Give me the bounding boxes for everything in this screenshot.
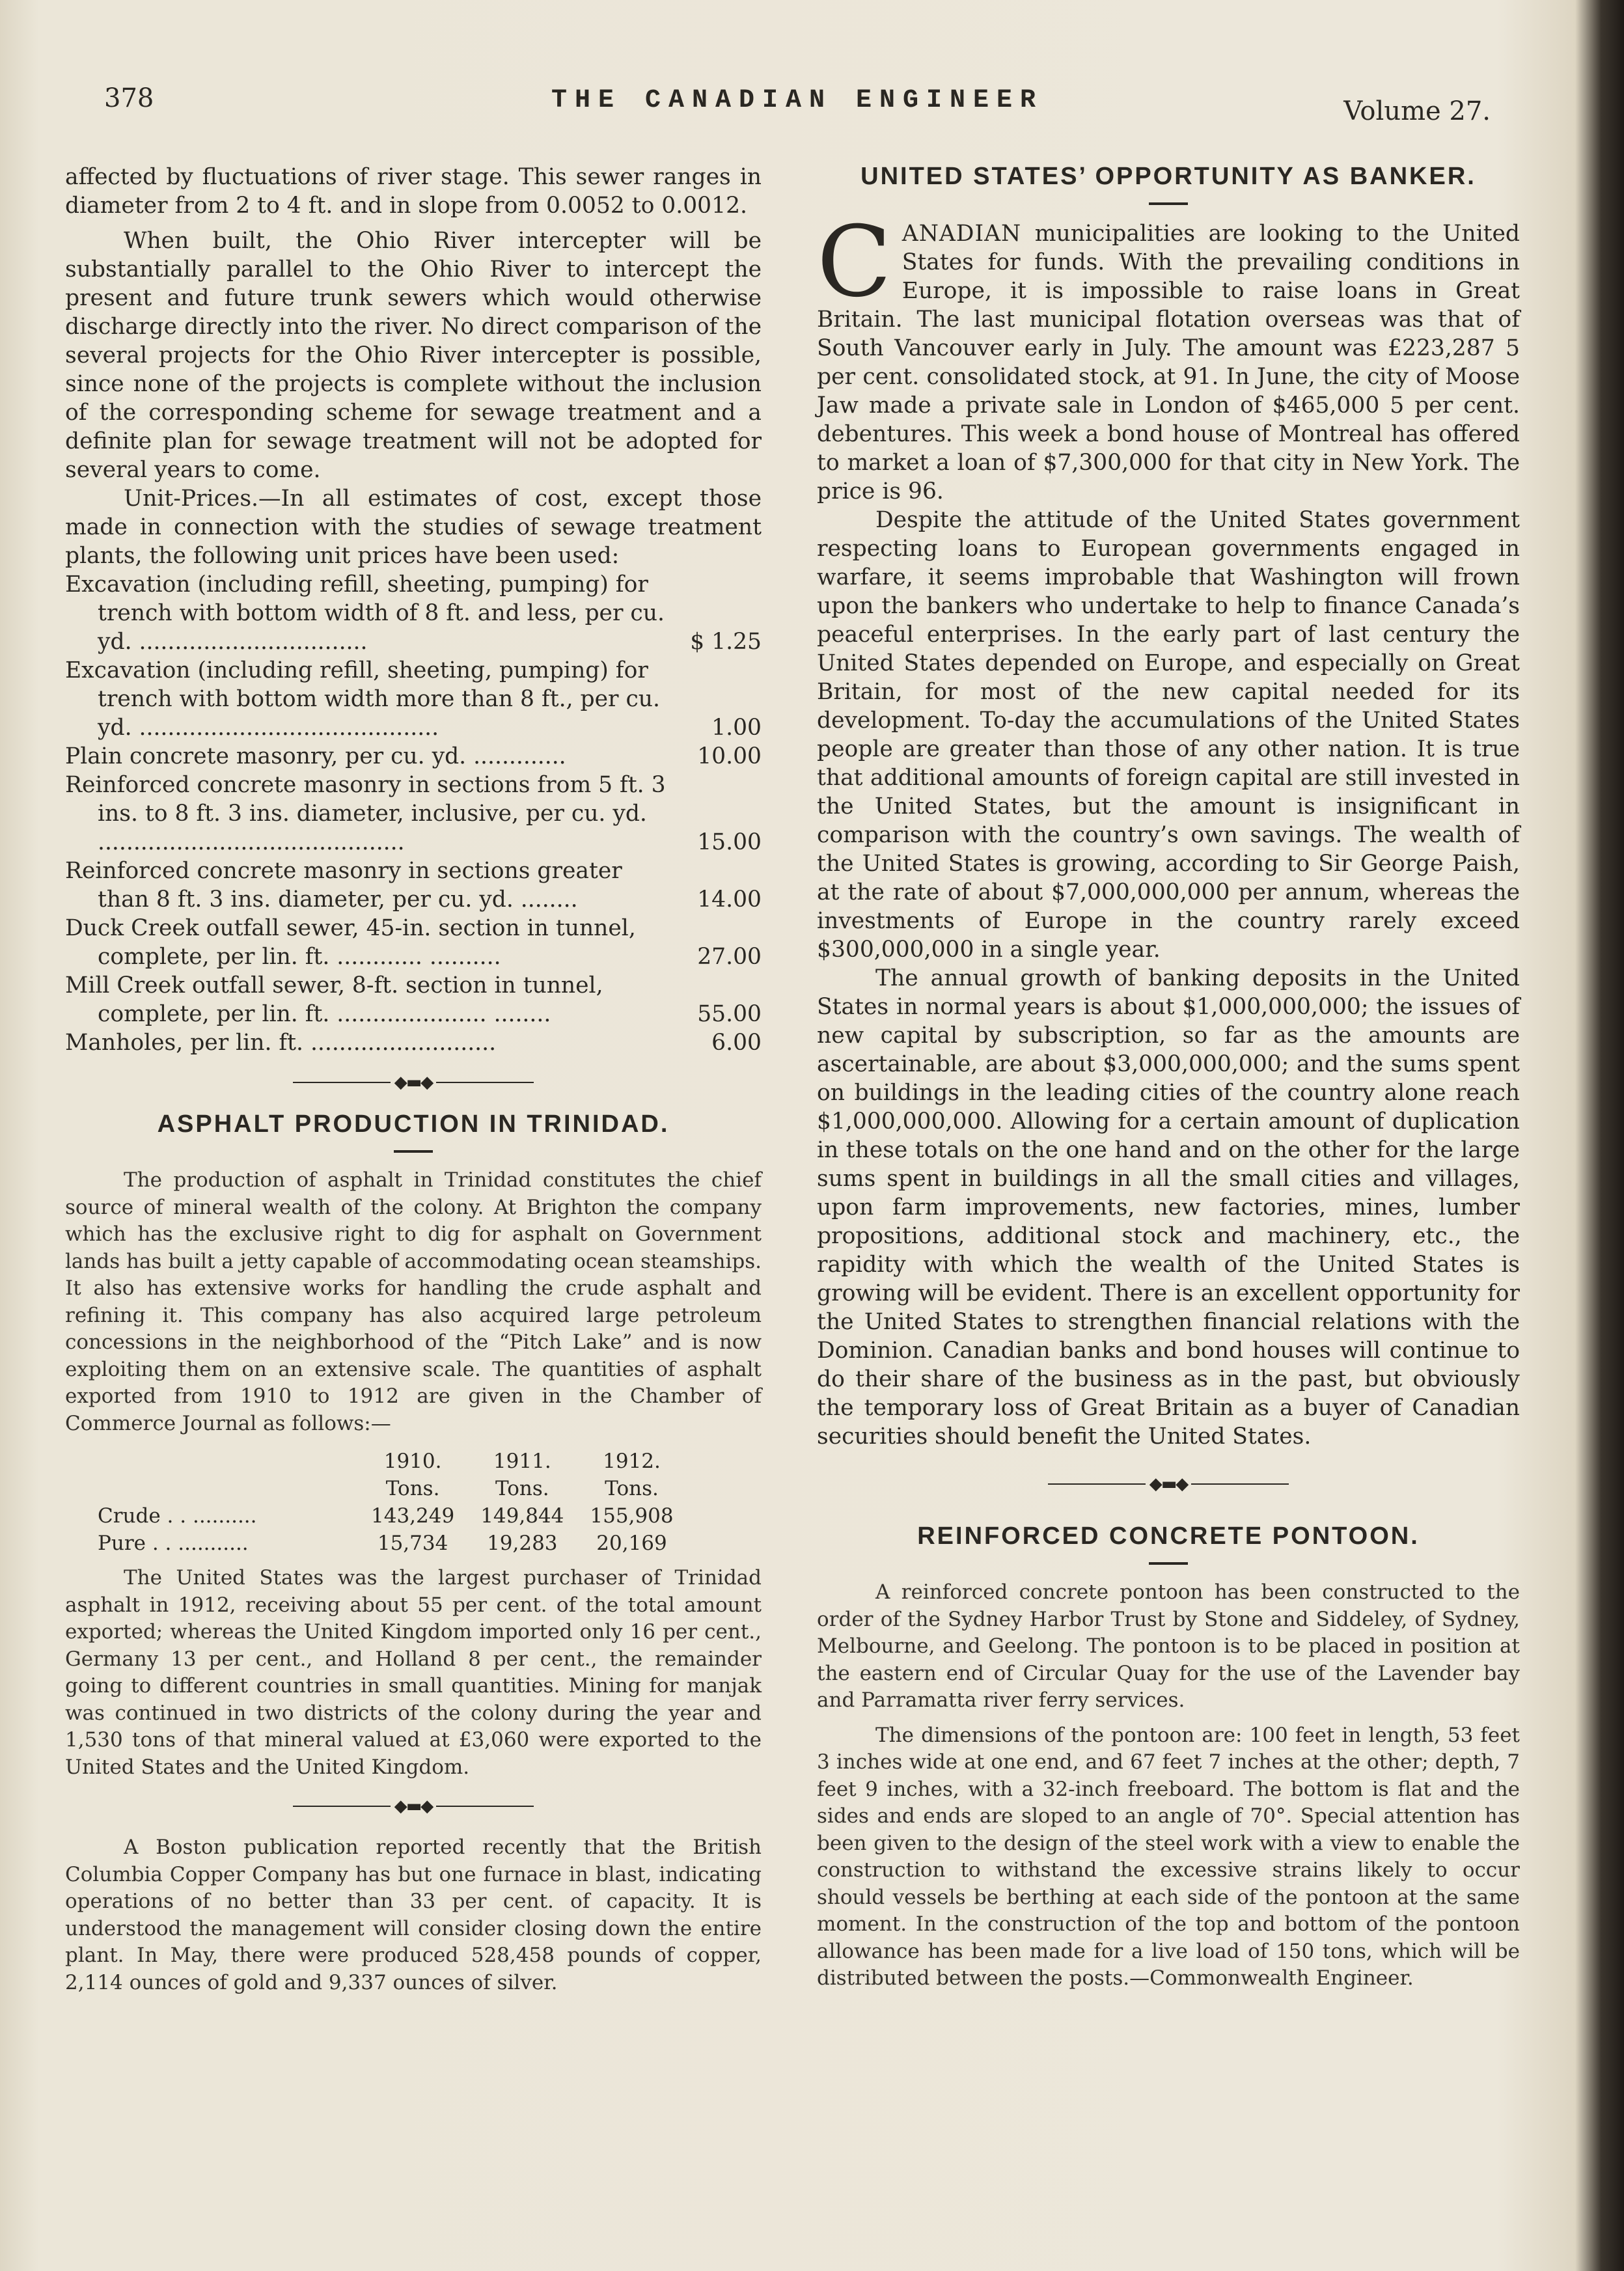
table-cell: 20,169 (596, 1532, 667, 1555)
title-rule (1149, 1562, 1188, 1565)
year-header: 1910. (383, 1450, 442, 1473)
price-row (65, 570, 762, 656)
price-item: Duck Creek outfall sewer, 45-in. section in tunnel, complete, per lin. ft. ............ .......... (65, 915, 636, 970)
unit-header: Tons. (495, 1477, 549, 1500)
banker-paragraph-3: The annual growth of banking deposits in the United States in normal years is about $1,000,000,000; the issues of new capital by subscription, so far as the amounts are ascertainable, are about $3,000,000,000; and the sums spent on buildings in the leading cities of the country alone reach $1,000,000,000. Allowing for a certain amount of duplication in these totals on the one hand and on the other for the large sums spent in buildings in all the small cities and villages, upon farm improvements, new factories, mines, lumber propositions, additional stock and machinery, etc., the rapidity with which the wealth of the United States is growing will be evident. There is an excellent opportunity for the United States to strengthen financial relations with the Dominion. Canadian banks and bond houses will continue to do their share of the business as in the past, but obviously the temporary loss of Great Britain as a buyer of Canadian securities should benefit the United States. (817, 965, 1520, 1450)
table-cell: 19,283 (487, 1532, 558, 1555)
unit-price-list (65, 570, 762, 1057)
banker-paragraph-2: Despite the attitude of the United States government respecting loans to European governments engaged in warfare, it seems improbable that Washington will frown upon the bankers who undertake to help to finance Canada’s peaceful enterprises. In the early part of last century the United States depended on Europe, and especially on Great Britain, for most of the new capital needed for its development. To-day the accumulations of the United States people are greater than those of any other nation. It is true that additional amounts of foreign capital are still invested in the United States, but the amount is insignificant in comparison with the country’s own savings. The wealth of the United States is growing, according to Sir George Paish, at the rate of about $7,000,000,000 per annum, whereas the investments of Europe in the country rarely exceed $300,000,000 in a single year. (817, 507, 1520, 963)
table-unit-row (85, 1475, 687, 1502)
section-divider (817, 1474, 1520, 1494)
unit-prices-paragraph: Unit-Prices.—In all estimates of cost, except those made in connection with the studies of sewage treatment plants, the following unit prices have been used: (65, 486, 762, 569)
asphalt-purchasers-paragraph: The United States was the largest purchaser of Trinidad asphalt in 1912, receiving about 55 per cent. of the total amount exported; whereas the United Kingdom imported only 16 per cent., Germany 13 per cent., and Holland 8 per cent., the remainder going to different countries in small quantities. Mining for manjak was continued in two districts of the colony during the year and 1,530 tons of that mineral valued at £3,060 were exported to the United States and the United Kingdom. (65, 1566, 762, 1779)
price-value: $ 1.25 (690, 629, 762, 655)
year-header: 1912. (603, 1450, 661, 1473)
banker-section-title: UNITED STATES’ OPPORTUNITY AS BANKER. (860, 163, 1476, 190)
divider-ornament-icon: ◆▬◆ (394, 1796, 433, 1816)
price-row (65, 857, 762, 914)
pontoon-paragraph-1: A reinforced concrete pontoon has been constructed to the order of the Sydney Harbor Trust by Stone and Siddeley, of Sydney, Melbourne, and Geelong. The pontoon is to be placed in position at the eastern end of Circular Quay for the use of the Lavender bay and Parramatta river ferry services. (817, 1580, 1520, 1712)
table-cell: 15,734 (377, 1532, 448, 1555)
price-item: Reinforced concrete masonry in sections from 5 ft. 3 ins. to 8 ft. 3 ins. diameter, inclusive, per cu. yd. ........................................... (65, 772, 666, 855)
divider-ornament-icon: ◆▬◆ (1149, 1474, 1188, 1494)
banker-article (817, 206, 1520, 1451)
banker-paragraph-1 (817, 206, 1520, 506)
table-header-row (85, 1448, 687, 1475)
price-item: Manholes, per lin. ft. .......................... (65, 1030, 497, 1056)
price-value: 10.00 (697, 743, 762, 769)
price-item: Excavation (including refill, sheeting, pumping) for trench with bottom width more than 8 ft., per cu. yd. .......................................... (65, 657, 660, 741)
journal-title: THE CANADIAN ENGINEER (551, 86, 1044, 115)
price-row (65, 1028, 762, 1057)
price-value: 15.00 (697, 829, 762, 855)
price-row (65, 771, 762, 857)
row-label: Pure . . ........... (98, 1532, 249, 1555)
unit-header: Tons. (605, 1477, 659, 1500)
banker-paragraph-1-text: municipalities are looking to the United States for funds. With the prevailing conditions in Europe, it is impossible to raise loans in Great Britain. The last municipal flotation overseas was that of South Vancouver early in July. The amount was £223,287 5 per cent. consolidated stock, at 91. In June, the city of Moose Jaw made a private sale in London of $465,000 5 per cent. debentures. This week a bond house of Montreal has offered to market a loan of $7,300,000 for that city in New York. The price is 96. (817, 221, 1520, 504)
section-divider (65, 1073, 762, 1092)
page-number: 378 (104, 83, 154, 113)
asphalt-paragraph: The production of asphalt in Trinidad constitutes the chief source of mineral wealth of the colony. At Brighton the company which has the exclusive right to dig for asphalt on Government lands has built a jetty capable of accommodating ocean steamships. It also has extensive works for handling the crude asphalt and refining it. This company has also acquired large petroleum concessions in the neighborhood of the “Pitch Lake” and is now exploiting them on an extensive scale. The quantities of asphalt exported from 1910 to 1912 are given in the Chamber of Commerce Journal as follows:— (65, 1168, 762, 1435)
asphalt-section-title: ASPHALT PRODUCTION IN TRINIDAD. (157, 1110, 670, 1138)
divider-ornament-icon: ◆▬◆ (394, 1073, 433, 1092)
section-divider (65, 1796, 762, 1816)
table-cell: 143,249 (371, 1504, 455, 1528)
pontoon-section-title: REINFORCED CONCRETE PONTOON. (917, 1522, 1420, 1550)
price-row (65, 971, 762, 1028)
price-row (65, 742, 762, 771)
price-value: 27.00 (697, 944, 762, 970)
price-value: 55.00 (697, 1001, 762, 1027)
price-value: 1.00 (711, 715, 762, 741)
title-rule (1149, 202, 1188, 205)
price-item: Mill Creek outfall sewer, 8-ft. section in tunnel, complete, per lin. ft. ..................... ........ (65, 972, 603, 1027)
table-cell: 155,908 (590, 1504, 674, 1528)
copper-paragraph: A Boston publication reported recently that the British Columbia Copper Company has but one furnace in blast, indicating operations of no better than 33 per cent. of capacity. It is understood the management will consider closing down the entire plant. In May, there were produced 528,458 pounds of copper, 2,114 ounces of gold and 9,337 ounces of silver. (65, 1836, 762, 1994)
right-column (817, 163, 1520, 1992)
price-row (65, 914, 762, 971)
left-column (65, 163, 762, 1996)
price-item: Plain concrete masonry, per cu. yd. ............. (65, 743, 566, 769)
intercepter-paragraph: When built, the Ohio River intercepter will be substantially parallel to the Ohio River to intercept the present and future trunk sewers which would otherwise discharge directly into the river. No direct comparison of the several projects for the Ohio River intercepter is possible, since none of the projects is complete without the inclusion of the corresponding scheme for sewage treatment and a definite plan for sewage treatment will not be adopted for several years to come. (65, 228, 762, 483)
small-caps-word: ANADIAN (901, 221, 1022, 247)
price-item: Excavation (including refill, sheeting, pumping) for trench with bottom width of 8 ft. and less, per cu. yd. ................................ (65, 571, 665, 655)
sewer-paragraph: affected by fluctuations of river stage. This sewer ranges in diameter from 2 to 4 ft. and in slope from 0.0052 to 0.0012. (65, 164, 762, 219)
asphalt-exports-table (85, 1448, 687, 1557)
pontoon-paragraph-2: The dimensions of the pontoon are: 100 feet in length, 53 feet 3 inches wide at one end, and 67 feet 7 inches at the other; depth, 7 feet 9 inches, with a 32-inch freeboard. The bottom is flat and the sides and ends are sloped to an angle of 70°. Special attention has been given to the design of the steel work with a view to enable the construction to withstand the excessive strains likely to occur should vessels be berthing at each side of the pontoon at the same moment. In the construction of the top and bottom of the pontoon allowance has been made for a live load of 150 tons, which will be distributed between the posts.—Commonwealth Engineer. (817, 1723, 1520, 1990)
table-row (85, 1530, 687, 1557)
year-header: 1911. (493, 1450, 551, 1473)
row-label: Crude . . .......... (98, 1504, 257, 1528)
drop-cap: C (817, 206, 892, 319)
volume-label: Volume 27. (1343, 96, 1491, 126)
price-value: 14.00 (697, 887, 762, 913)
price-value: 6.00 (711, 1030, 762, 1056)
price-row (65, 656, 762, 742)
unit-header: Tons. (385, 1477, 440, 1500)
table-cell: 149,844 (480, 1504, 564, 1528)
table-row (85, 1502, 687, 1530)
page-header (98, 83, 1497, 129)
price-item: Reinforced concrete masonry in sections greater than 8 ft. 3 ins. diameter, per cu. yd. ........ (65, 858, 622, 913)
title-rule (394, 1150, 433, 1153)
